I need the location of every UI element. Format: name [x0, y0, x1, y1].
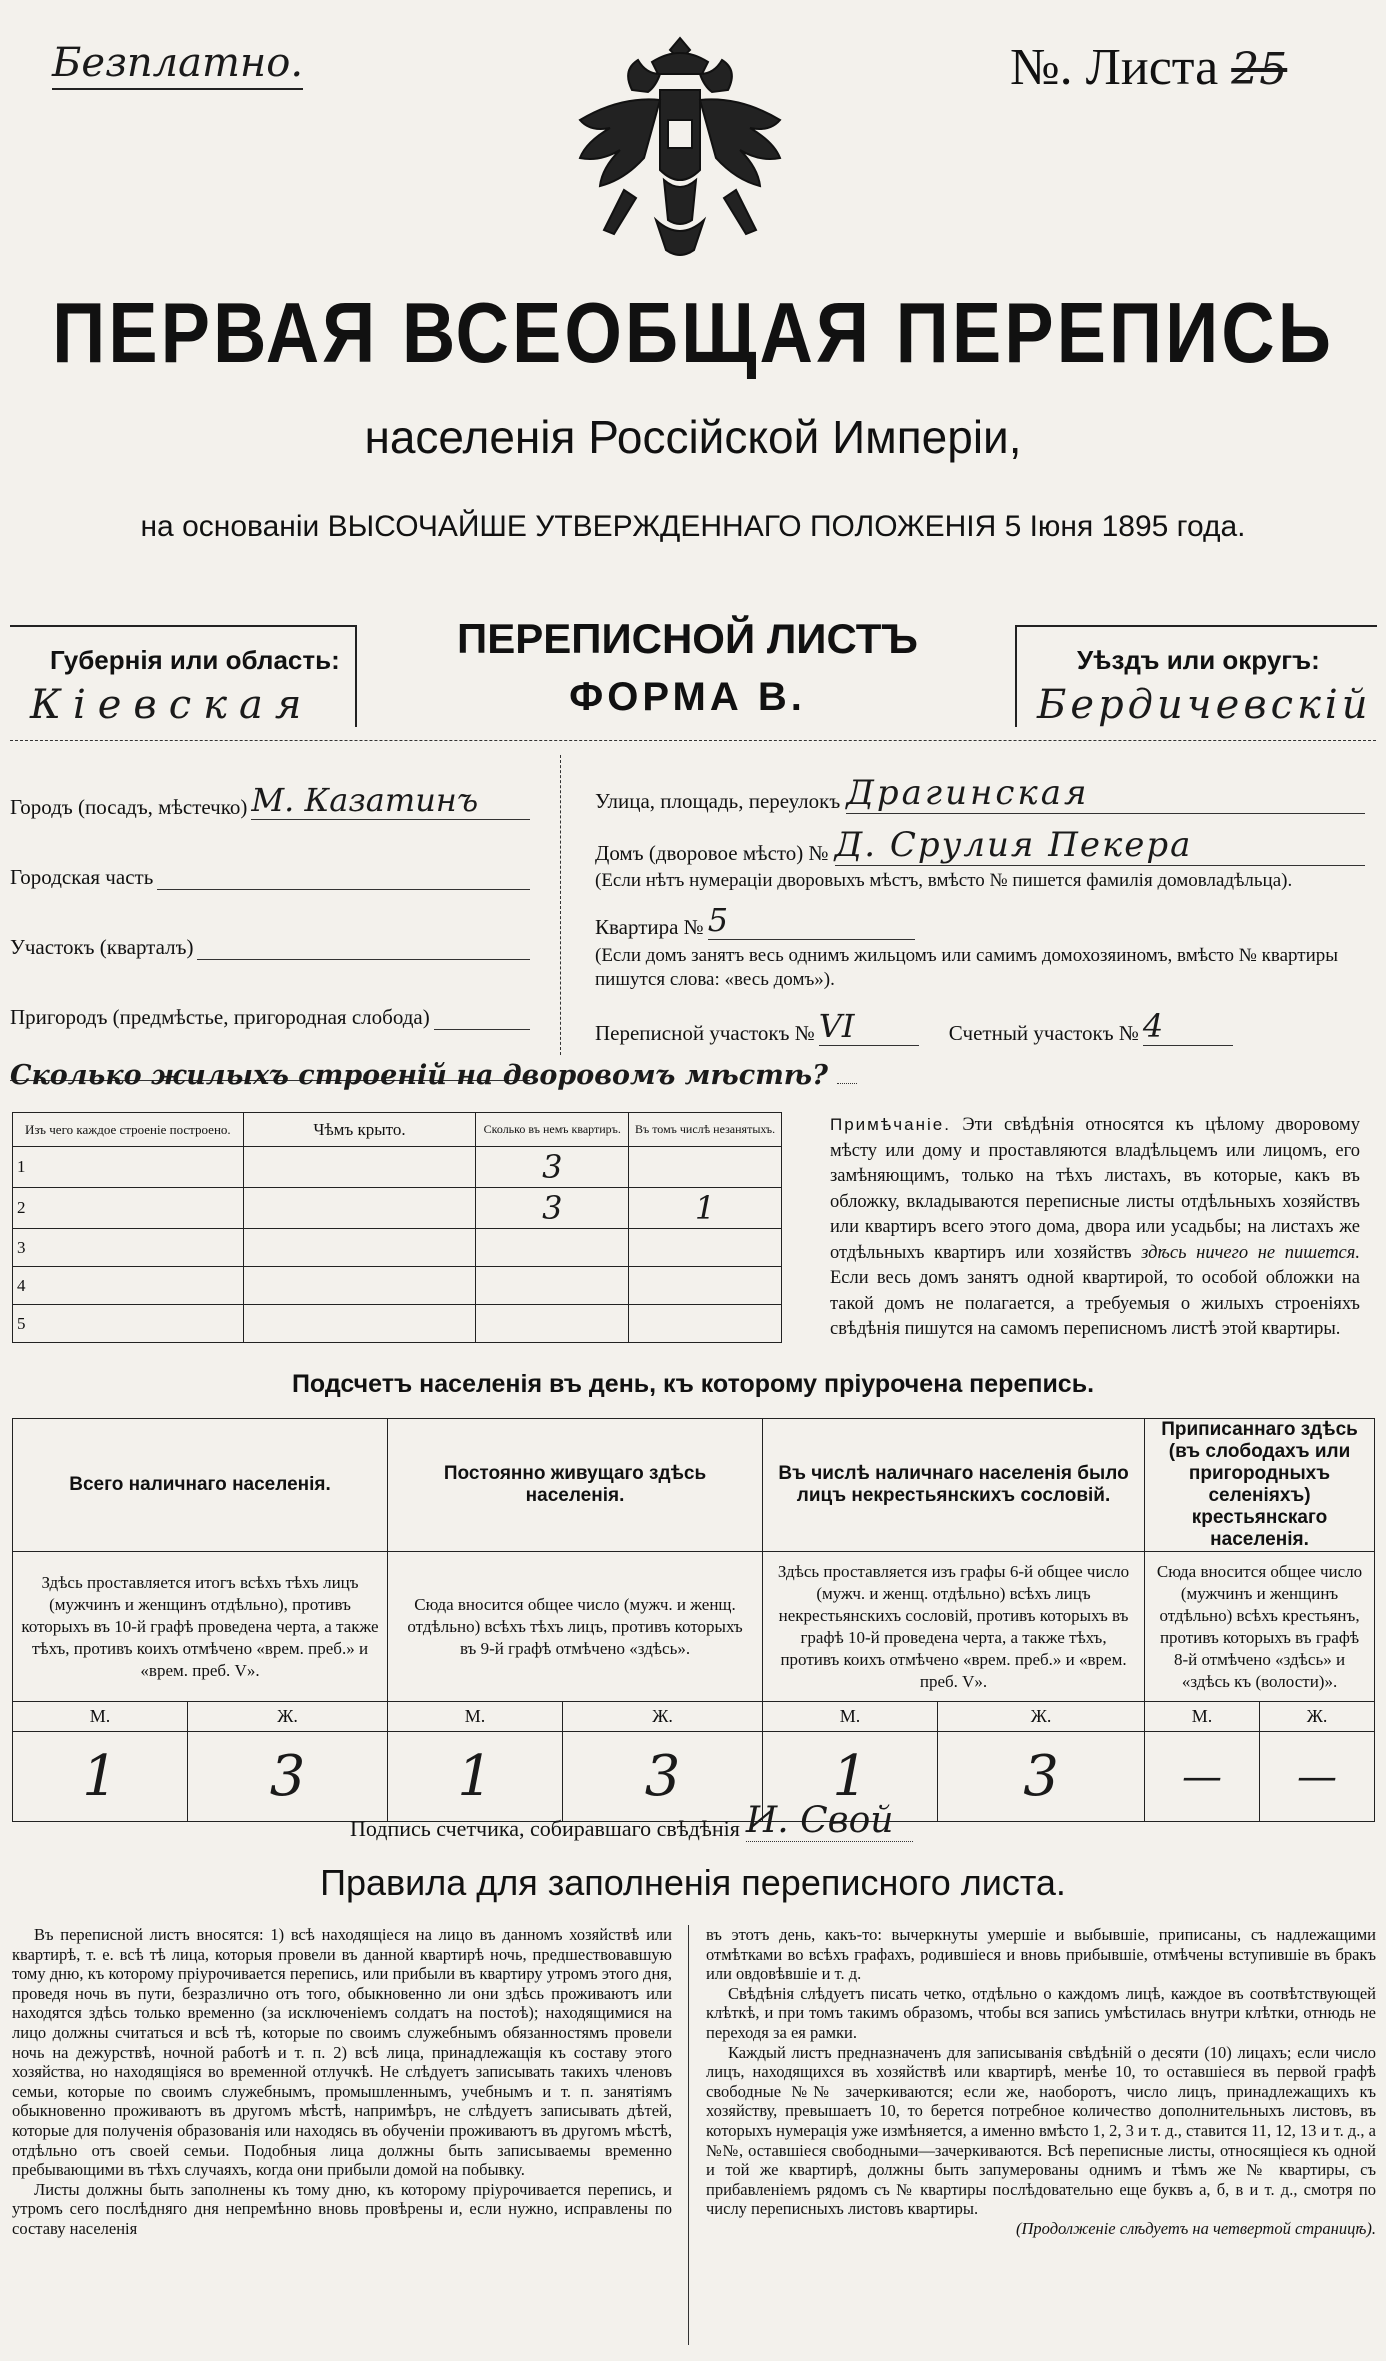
count-table — [12, 1418, 1375, 1822]
count-col-head: Приписаннаго здѣсь (въ слободахъ или пригородныхъ селеніяхъ) крестьянскаго населенія. — [1145, 1419, 1375, 1552]
address-left — [10, 760, 530, 1081]
sheet-number-label: №. Листа — [1010, 39, 1219, 96]
prigorod-label: Пригородъ (предмѣстье, пригородная слобода) — [10, 1005, 430, 1029]
gubernia-label: Губернія или область: — [50, 645, 340, 675]
rules-continued: (Продолженіе слѣдуетъ на четвертой страницѣ). — [1016, 2218, 1376, 2238]
kvartira-note: (Если домъ занятъ весь однимъ жильцомъ или самимъ домохозяиномъ, вмѣсто № квартиры пишутся слова: «весь домъ»). — [595, 945, 1339, 990]
signature-value: И. Свой — [746, 1800, 914, 1842]
perepis-uch-value: VI — [819, 1007, 919, 1046]
roof-cell — [243, 1267, 476, 1305]
ulica-label: Улица, площадь, переулокъ — [595, 789, 841, 813]
signature-label: Подпись счетчика, собиравшаго свѣдѣнія — [350, 1816, 740, 1841]
gubernia-box — [10, 625, 357, 727]
rules-right — [706, 1925, 1376, 2239]
rules-left — [12, 1925, 672, 2239]
page-title: ПЕРВАЯ ВСЕОБЩАЯ ПЕРЕПИСЬ — [52, 284, 1334, 381]
table-row — [13, 1267, 782, 1305]
prigorod-value — [434, 1028, 530, 1030]
gorod-value: М. Казатинъ — [251, 781, 530, 820]
vacant-cell — [629, 1147, 782, 1188]
count-value: 3 — [563, 1732, 763, 1822]
uchastok-value — [197, 958, 530, 960]
apartments-cell: 3 — [476, 1147, 629, 1188]
kvartira-label: Квартира № — [595, 915, 704, 939]
vertical-divider — [560, 755, 561, 1055]
rules-right-p2: Свѣдѣнія слѣдуетъ писать четко, отдѣльно о каждомъ лицѣ, каждое въ соотвѣтствующей клѣткѣ, и при томъ такимъ образомъ, чтобы вся запись умѣстилась внутри клѣтки, отнюдь не переходя за ея рамки. — [706, 1983, 1376, 2042]
count-col-head: Въ числѣ наличнаго населенія было лицъ некрестьянскихъ сословій. — [763, 1419, 1145, 1552]
schet-uch-label: Счетный участокъ № — [948, 1021, 1139, 1045]
count-value: 1 — [388, 1732, 563, 1822]
roof-cell — [243, 1188, 476, 1229]
table-row — [13, 1229, 782, 1267]
note-title: Примѣчаніе. — [830, 1115, 951, 1134]
count-col-desc: Здѣсь проставляется изъ графы 6-й общее число (мужч. и женщ. отдѣльно) всѣхъ лицъ некрестьянскихъ сословій, противъ которыхъ въ графѣ 10-й проведена черта, а также тѣхъ, противъ коихъ отмѣчено «врем. преб.» и «врем. преб. V». — [763, 1552, 1145, 1702]
count-col-head: Постоянно живущаго здѣсь населенія. — [388, 1419, 763, 1552]
count-value: — — [1260, 1732, 1375, 1822]
row-number: 2 — [13, 1188, 244, 1229]
row-number: 4 — [13, 1267, 244, 1305]
address-right — [595, 760, 1365, 1046]
dom-label: Домъ (дворовое мѣсто) № — [595, 841, 829, 865]
note-text-b: Если весь домъ занятъ одной квартирой, то особой обложки на такой домъ не полагается, а требуемыя о жилыхъ строеніяхъ свѣдѣнія пишутся на самомъ переписномъ листѣ этой квартиры. — [830, 1268, 1360, 1339]
uezd-box — [1015, 625, 1377, 727]
buildings-question-text: Сколько жилыхъ строеній на дворовомъ мѣстѣ? — [10, 1060, 828, 1091]
form-name: ПЕРЕПИСНОЙ ЛИСТЪ — [457, 615, 918, 662]
vacant-cell — [629, 1229, 782, 1267]
sheet-number — [1010, 38, 1287, 97]
gorod-label: Городъ (посадъ, мѣстечко) — [10, 795, 248, 819]
m-label: М. — [388, 1702, 563, 1732]
count-col-desc: Сюда вносится общее число (мужчинъ и женщинъ отдѣльно) всѣхъ крестьянъ, противъ которыхъ въ графѣ 8-й отмѣчено «здѣсь» и «здѣсь къ (волости)». — [1145, 1552, 1375, 1702]
rules-right-p1: въ этотъ день, какъ-то: вычеркнуты умершіе и выбывшіе, приписаны, съ надлежащими отмѣтками во всѣхъ графахъ, родившіеся и вновь прибывшіе, отмѣчены вступившіе въ бракъ или овдовѣвшіе и т. д. — [706, 1925, 1376, 1984]
count-col-head: Всего наличнаго населенія. — [13, 1419, 388, 1552]
vacant-cell: 1 — [629, 1188, 782, 1229]
apartments-cell — [476, 1305, 629, 1343]
buildings-header: Въ томъ числѣ незанятыхъ. — [629, 1113, 782, 1147]
sheet-number-value: 25 — [1231, 44, 1288, 95]
rules-left-p2: Листы должны быть заполнены къ тому дню, къ которому пріурочивается перепись, и утромъ сего послѣдняго дня непремѣнно вновь провѣрены и, если нужно, исправлены по составу населенія — [12, 2179, 672, 2238]
note-text-italic: здѣсь ничего не пишется. — [1141, 1242, 1360, 1263]
page-basis: на основаніи ВЫСОЧАЙШЕ УТВЕРЖДЕННАГО ПОЛОЖЕНІЯ 5 Іюня 1895 года. — [140, 510, 1246, 543]
buildings-header: Чѣмъ крыто. — [243, 1113, 476, 1147]
buildings-header: Изъ чего каждое строеніе построено. — [13, 1113, 244, 1147]
m-label: М. — [13, 1702, 188, 1732]
roof-cell — [243, 1229, 476, 1267]
m-label: М. — [763, 1702, 938, 1732]
ulica-value: Драгинская — [846, 773, 1365, 814]
uezd-label: Уѣздъ или округъ: — [1077, 645, 1320, 675]
divider — [10, 740, 1376, 741]
kvartira-value: 5 — [708, 901, 915, 940]
note-text-a: Эти свѣдѣнія относятся къ цѣлому дворовому мѣсту или дому и проставляются владѣльцемъ или лицомъ, его замѣняющимъ, только на тѣхъ листахъ, въ которые, какъ въ обложку, вкладываются переписные листы отдѣльныхъ хозяйствъ или квартиръ всего этого дома, двора или усадьбы; на листахъ же отдѣльныхъ квартиръ или хозяйствъ — [830, 1115, 1360, 1263]
table-row — [13, 1305, 782, 1343]
count-value: 3 — [188, 1732, 388, 1822]
zh-label: Ж. — [563, 1702, 763, 1732]
row-number: 1 — [13, 1147, 244, 1188]
signature — [350, 1800, 913, 1842]
count-value: 3 — [938, 1732, 1145, 1822]
chast-value — [157, 888, 530, 890]
apartments-cell: 3 — [476, 1188, 629, 1229]
perepis-uch-label: Переписной участокъ № — [595, 1021, 815, 1045]
apartments-cell — [476, 1229, 629, 1267]
free-label: Безплатно. — [52, 40, 303, 90]
row-number: 5 — [13, 1305, 244, 1343]
zh-label: Ж. — [1260, 1702, 1375, 1732]
count-title: Подсчетъ населенія въ день, къ которому пріурочена перепись. — [291, 1370, 1095, 1398]
page-subtitle: населенія Россійской Имперіи, — [364, 411, 1022, 463]
roof-cell — [243, 1305, 476, 1343]
m-label: М. — [1145, 1702, 1260, 1732]
count-value: 1 — [13, 1732, 188, 1822]
schet-uch-value: 4 — [1143, 1007, 1233, 1046]
rules-left-p1: Въ переписной листъ вносятся: 1) всѣ находящіеся на лицо въ данномъ хозяйствѣ или квартирѣ, т. е. всѣ тѣ лица, которыя провели въ данной квартирѣ ночь, предшествовавшую тому дню, къ которому пріурочивается перепись, или прибыли въ квартиру утромъ этого дня, проведя ночь въ пути, безразлично отъ того, обыкновенно ли они здѣсь проживаютъ или находятся здѣсь только временно (за исключеніемъ солдатъ на постоѣ); находящимися на лицо должны считаться и всѣ тѣ, которые по своимъ служебнымъ обязанностямъ провели ночь на дежурствѣ, ночной работѣ и т. п. 2) всѣ лица, принадлежащія къ составу этого хозяйства, но находящіяся во временной отлучкѣ. Не слѣдуетъ записывать такихъ членовъ семьи, которые по своимъ служебнымъ, промышленнымъ, учебнымъ и т. п. занятіямъ обыкновенно проживаютъ въ другомъ мѣстѣ, напримѣръ, не слѣдуетъ записывать дѣтей, которые для полученія образованія или находясь въ обученіи проживаютъ въ другомъ мѣстѣ, отдѣльно отъ своей семьи. Подобныя лица должны быть записываемы временно пребывающими въ тѣхъ случаяхъ, когда они прибыли домой на побывку. — [12, 1925, 672, 2180]
vacant-cell — [629, 1267, 782, 1305]
double-headed-eagle-icon — [560, 30, 800, 275]
dom-note: (Если нѣтъ нумераціи дворовыхъ мѣстъ, вмѣсто № пишется фамилія домовладѣльца). — [595, 870, 1293, 891]
form-type: ФОРМА В. — [569, 675, 806, 719]
buildings-table — [12, 1112, 782, 1343]
rules-divider — [688, 1925, 689, 2345]
uchastok-label: Участокъ (кварталъ) — [10, 935, 194, 959]
row-number: 3 — [13, 1229, 244, 1267]
rules-right-p3: Каждый листъ предназначенъ для записыванія свѣдѣній о десяти (10) лицахъ; если число лицъ, находящихся въ хозяйствѣ или квартирѣ, менѣе 10, то оставшіеся въ первой графѣ свободные №№ зачеркиваются; если же, наоборотъ, число лицъ, принадлежащихъ къ хозяйству, превышаетъ 10, то берется потребное количество дополнительныхъ листовъ, въ которыхъ нумерація уже измѣняется, а именно вмѣсто 1, 2, 3 и т. д., ставится 11, 12, 13 и т. д., а №№, оставшіеся свободными—зачеркиваются. Всѣ переписные листы, относящіеся къ одной и той же квартирѣ, должны быть запумерованы однимъ и тѣмъ же № квартиры, съ прибавленіемъ рядомъ съ № квартиры послѣдовательно еще буквъ а, б, в и т. д., смотря по числу переписныхъ листовъ квартиры. — [706, 2042, 1376, 2219]
zh-label: Ж. — [188, 1702, 388, 1732]
gubernia-value: Кіевская — [30, 682, 314, 728]
apartments-cell — [476, 1267, 629, 1305]
buildings-note — [830, 1112, 1360, 1343]
count-col-desc: Здѣсь проставляется итогъ всѣхъ тѣхъ лицъ (мужчинъ и женщинъ отдѣльно), противъ которыхъ въ 10-й графѣ проведена черта, а также тѣхъ, противъ коихъ отмѣчено «врем. преб.» и «врем. преб. V». — [13, 1552, 388, 1702]
count-value: — — [1145, 1732, 1260, 1822]
roof-cell — [243, 1147, 476, 1188]
table-row — [13, 1188, 782, 1229]
rules-title: Правила для заполненія переписного листа. — [320, 1862, 1066, 1903]
count-col-desc: Сюда вносится общее число (мужч. и женщ. отдѣльно) всѣхъ тѣхъ лицъ, противъ которыхъ въ 9-й графѣ отмѣчено «здѣсь». — [388, 1552, 763, 1702]
table-row — [13, 1147, 782, 1188]
count-value: 1 — [763, 1732, 938, 1822]
vacant-cell — [629, 1305, 782, 1343]
chast-label: Городская часть — [10, 865, 154, 889]
uezd-value: Бердичевскій — [1037, 682, 1372, 728]
dom-value: Д. Срулия Пекера — [835, 825, 1365, 866]
zh-label: Ж. — [938, 1702, 1145, 1732]
buildings-header: Сколько въ немъ квартиръ. — [476, 1113, 629, 1147]
buildings-question — [10, 1060, 857, 1091]
